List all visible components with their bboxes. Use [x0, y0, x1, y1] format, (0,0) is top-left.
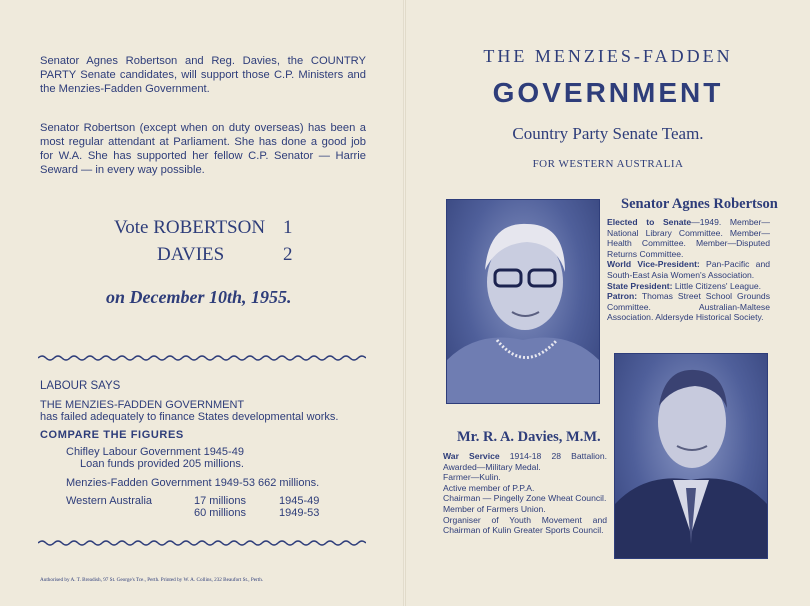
robertson-bio: [607, 217, 770, 323]
menzies-line: Menzies-Fadden Government 1949-53 662 millions.: [66, 477, 320, 489]
patron-label: Patron:: [607, 291, 638, 302]
wa-year-2: 1949-53: [279, 507, 320, 519]
robertson-name: Senator Agnes Robertson: [621, 196, 778, 212]
intro-paragraph: Senator Agnes Robertson and Reg. Davies, the COUNTRY PARTY Senate candidates, will support those C.P. Ministers and the Menzies-Fadden Government.: [40, 55, 366, 95]
robertson-photo: [446, 199, 600, 404]
chifley-line-2: Loan funds provided 205 millions.: [80, 458, 244, 470]
robertson-elected: [607, 217, 770, 259]
vote-number-2: 2: [283, 244, 293, 265]
wa-label: Western Australia: [66, 495, 153, 507]
wa-amount-2: 60 millions: [194, 507, 246, 519]
davies-name: Mr. R. A. Davies, M.M.: [457, 429, 601, 445]
wave-divider-bottom: [38, 539, 366, 547]
robertson-world: [607, 259, 770, 280]
davies-bio: [443, 451, 607, 536]
labour-line-1: THE MENZIES-FADDEN GOVERNMENT: [40, 399, 245, 411]
state-text: Little Citizens' League.: [674, 280, 762, 291]
world-text: Pan-Pacific and South-East Asia Women's Association.: [607, 259, 770, 280]
vote-number-1: 1: [283, 217, 293, 238]
world-label: World Vice-President:: [607, 259, 700, 270]
state-line: FOR WESTERN AUSTRALIA: [532, 158, 684, 170]
election-date: on December 10th, 1955.: [106, 287, 292, 307]
wa-year-1: 1945-49: [279, 495, 320, 507]
davies-war: [443, 451, 607, 472]
davies-line-3: Active member of P.P.A.: [443, 482, 535, 493]
wave-divider-top: [38, 354, 366, 362]
subtitle: Country Party Senate Team.: [512, 124, 704, 143]
davies-portrait-icon: [615, 354, 767, 558]
labour-line-2: has failed adequately to finance States developmental works.: [40, 411, 339, 423]
authorised-line: Authorised by A. T. Breadish, 97 St. George's Tce., Perth. Printed by W. A. Collins, 232 Beaufort St., Perth.: [40, 577, 264, 583]
elected-label: Elected to Senate: [607, 217, 692, 227]
wa-amount-1: 17 millions: [194, 495, 246, 507]
vote-label: [114, 217, 265, 239]
robertson-patron: [607, 291, 770, 323]
title-line-1: THE MENZIES-FADDEN: [483, 46, 733, 66]
robertson-state: [607, 281, 770, 292]
labour-heading: LABOUR SAYS: [40, 380, 121, 392]
robertson-portrait-icon: [447, 200, 599, 403]
vote-name-2: DAVIES: [157, 244, 225, 265]
davies-line-4: Chairman — Pingelly Zone Wheat Council.: [443, 493, 607, 504]
vote-name-1: ROBERTSON: [153, 217, 266, 238]
davies-line-5: Member of Farmers Union.: [443, 503, 546, 514]
state-label: State President:: [607, 280, 673, 291]
robertson-paragraph: Senator Robertson (except when on duty overseas) has been a most regular attendant at Parliament. She has done a good job for W.A. She has supported her fellow C.P. Senator — Harrie Seward — in every way possible.: [40, 122, 366, 176]
chifley-line-1: Chifley Labour Government 1945-49: [66, 446, 244, 458]
compare-heading: COMPARE THE FIGURES: [40, 429, 184, 441]
davies-line-2: Farmer—Kulin.: [443, 472, 501, 483]
title-line-2: GOVERNMENT: [492, 77, 724, 108]
elected-text: —1949. Member—National Library Committee. Member—Health Committee. Member—Disputed Returns Committee.: [607, 217, 770, 259]
war-label: War Service: [443, 451, 500, 461]
patron-text: Thomas Street School Grounds Committee. Australian-Maltese Association. Aldersyde Historical Society.: [607, 291, 770, 323]
war-text: 1914-18 28 Battalion. Awarded—Military Medal.: [443, 451, 607, 472]
davies-photo: [614, 353, 768, 559]
vote-word: Vote: [114, 217, 149, 238]
davies-line-6: Organiser of Youth Movement and Chairman of Kulin Greater Sports Council.: [443, 514, 607, 536]
